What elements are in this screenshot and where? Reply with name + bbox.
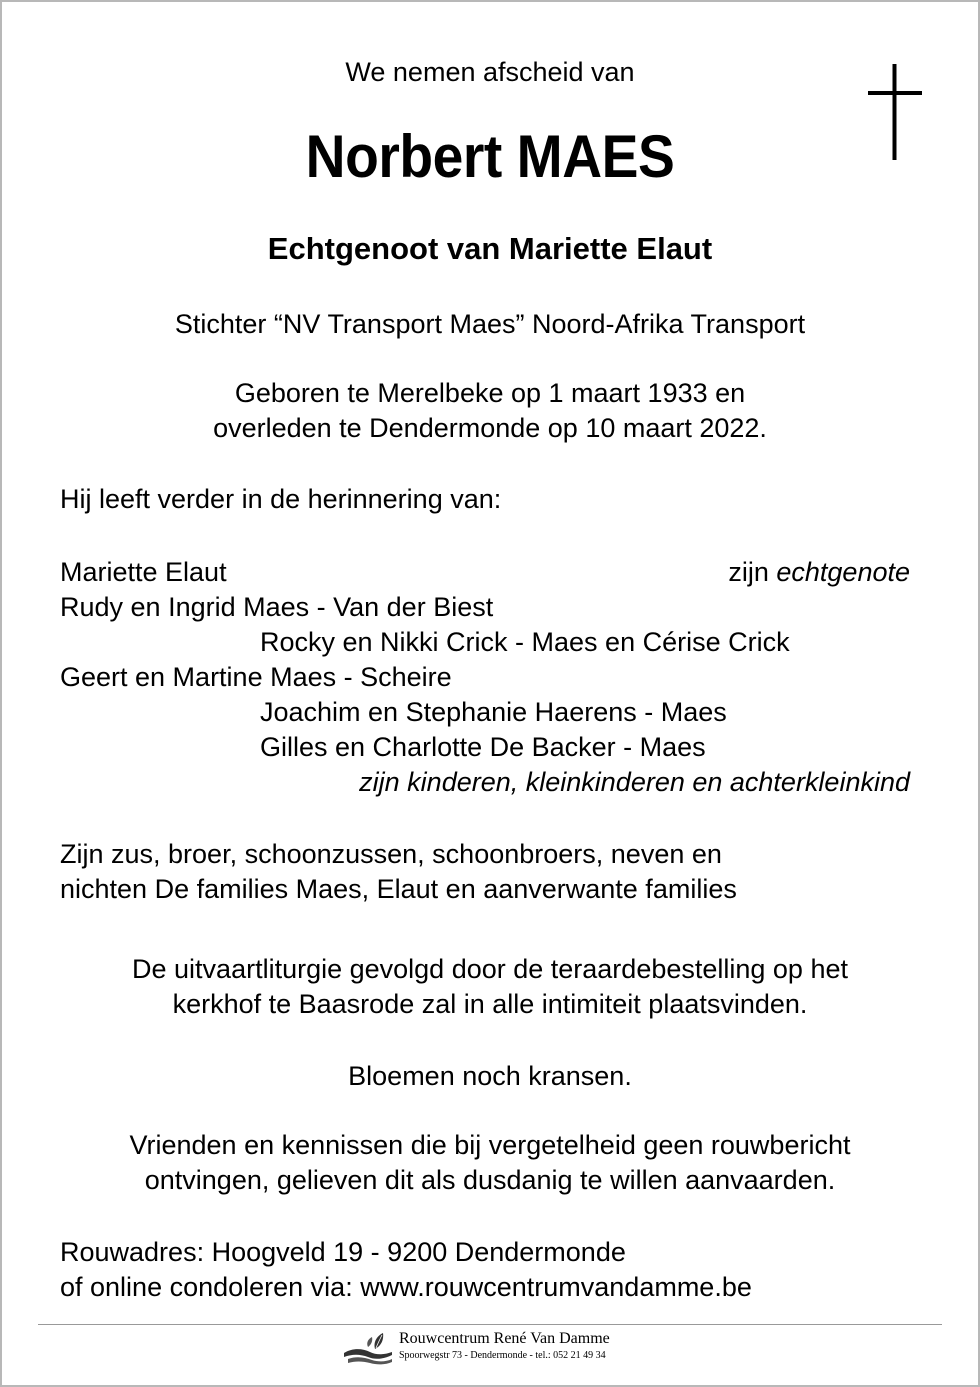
family-member: Gilles en Charlotte De Backer - Maes [260, 732, 706, 762]
friends-line: ontvingen, gelieven dit als dusdanig te willen aanvaarden. [144, 1165, 836, 1195]
online-condolence: of online condoleren via: www.rouwcentrumvandamme.be [60, 1272, 752, 1302]
flowers-line: Bloemen noch kransen. [348, 1061, 632, 1091]
birth-line: Geboren te Merelbeke op 1 maart 1933 en [234, 378, 746, 408]
family-member: Joachim en Stephanie Haerens - Maes [260, 697, 727, 727]
deceased-name: Norbert MAES [305, 123, 675, 190]
family-list [60, 555, 790, 765]
family-member: Geert en Martine Maes - Scheire [60, 662, 452, 692]
funeral-home-name: Rouwcentrum René Van Damme [399, 1330, 610, 1347]
family-role: zijn kinderen, kleinkinderen en achterkleinkind [359, 767, 910, 797]
friends-block [2, 1128, 978, 1198]
siblings-block [60, 837, 737, 907]
liturgy-block [2, 952, 978, 1022]
contact-block [60, 1235, 752, 1305]
liturgy-line: De uitvaartliturgie gevolgd door de teraardebestelling op het [132, 954, 848, 984]
spouse-line: Echtgenoot van Mariette Elaut [267, 231, 713, 266]
footer-divider [38, 1324, 942, 1325]
family-member: Rocky en Nikki Crick - Maes en Cérise Crick [260, 627, 790, 657]
siblings-line: Zijn zus, broer, schoonzussen, schoonbroers, neven en [60, 839, 722, 869]
intro-text: We nemen afscheid van [345, 57, 635, 87]
wife-name: Mariette Elaut [60, 557, 227, 587]
birth-death-block [2, 376, 978, 446]
mourning-address: Rouwadres: Hoogveld 19 - 9200 Dendermonde [60, 1237, 626, 1267]
friends-line: Vrienden en kennissen die bij vergetelheid geen rouwbericht [129, 1130, 851, 1160]
death-line: overleden te Dendermonde op 10 maart 2022. [213, 413, 767, 443]
family-member: Rudy en Ingrid Maes - Van der Biest [60, 592, 494, 622]
wife-role-prefix: zijn [728, 557, 777, 587]
hand-leaf-logo-icon [342, 1331, 394, 1365]
liturgy-line: kerkhof te Baasrode zal in alle intimiteit plaatsvinden. [172, 989, 808, 1019]
remembrance-line: Hij leeft verder in de herinnering van: [60, 484, 502, 514]
founder-line: Stichter “NV Transport Maes” Noord-Afrika Transport [174, 309, 806, 339]
siblings-line: nichten De families Maes, Elaut en aanverwante families [60, 874, 737, 904]
wife-role-label: echtgenote [776, 557, 910, 587]
funeral-home-details: Spoorwegstr 73 - Dendermonde - tel.: 052 21 49 34 [399, 1350, 606, 1361]
